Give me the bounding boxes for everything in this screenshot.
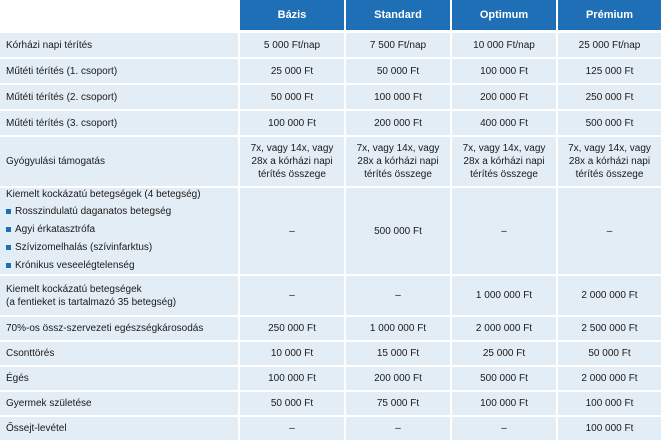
cell-value: 7x, vagy 14x, vagy 28x a kórházi napi térítés összege bbox=[238, 137, 344, 188]
table-row bbox=[0, 137, 661, 188]
cell-value: 50 000 Ft bbox=[344, 59, 450, 85]
cell-value: – bbox=[238, 188, 344, 276]
cell-value: – bbox=[450, 417, 556, 442]
cell-value: 100 000 Ft bbox=[556, 417, 661, 442]
cell-value: 100 000 Ft bbox=[344, 85, 450, 111]
cell-value: 75 000 Ft bbox=[344, 392, 450, 417]
list-item-label: Rosszindulatú daganatos betegség bbox=[15, 205, 172, 217]
table-row bbox=[0, 317, 661, 342]
row-label: Őssejt-levétel bbox=[0, 417, 238, 442]
row-label: Műtéti térítés (3. csoport) bbox=[0, 111, 238, 137]
cell-value: 5 000 Ft/nap bbox=[238, 33, 344, 59]
cell-value: 125 000 Ft bbox=[556, 59, 661, 85]
cell-value: 2 000 000 Ft bbox=[556, 367, 661, 392]
cell-value: – bbox=[344, 417, 450, 442]
row-label: Csonttörés bbox=[0, 342, 238, 367]
table-row bbox=[0, 33, 661, 59]
cell-value: 1 000 000 Ft bbox=[344, 317, 450, 342]
table-row bbox=[0, 59, 661, 85]
cell-value: 7x, vagy 14x, vagy 28x a kórházi napi térítés összege bbox=[556, 137, 661, 188]
table-row bbox=[0, 111, 661, 137]
cell-value: 200 000 Ft bbox=[450, 85, 556, 111]
list-item bbox=[6, 256, 234, 274]
row-label: Kiemelt kockázatú betegségek (4 betegség) bbox=[6, 189, 201, 200]
cell-value: 100 000 Ft bbox=[238, 367, 344, 392]
cell-value: 15 000 Ft bbox=[344, 342, 450, 367]
cell-value: 200 000 Ft bbox=[344, 367, 450, 392]
cell-value: – bbox=[450, 188, 556, 276]
row-label: Gyermek születése bbox=[0, 392, 238, 417]
square-bullet-icon bbox=[6, 209, 11, 214]
cell-value: 25 000 Ft/nap bbox=[556, 33, 661, 59]
table-row bbox=[0, 276, 661, 317]
cell-value: 10 000 Ft/nap bbox=[450, 33, 556, 59]
cell-value: 25 000 Ft bbox=[450, 342, 556, 367]
square-bullet-icon bbox=[6, 227, 11, 232]
table-row bbox=[0, 342, 661, 367]
square-bullet-icon bbox=[6, 245, 11, 250]
list-item-label: Szívizomelhalás (szívinfarktus) bbox=[15, 241, 153, 253]
cell-value: 100 000 Ft bbox=[450, 392, 556, 417]
row-label-with-bullets bbox=[0, 188, 238, 276]
cell-value: 500 000 Ft bbox=[344, 188, 450, 276]
cell-value: 100 000 Ft bbox=[238, 111, 344, 137]
header-corner bbox=[0, 0, 238, 33]
cell-value: 500 000 Ft bbox=[556, 111, 661, 137]
table-row bbox=[0, 85, 661, 111]
cell-value: 7x, vagy 14x, vagy 28x a kórházi napi térítés összege bbox=[450, 137, 556, 188]
row-label: Kiemelt kockázatú betegségek bbox=[6, 283, 142, 295]
cell-value: – bbox=[238, 276, 344, 317]
list-item bbox=[6, 202, 234, 220]
cell-value: 200 000 Ft bbox=[344, 111, 450, 137]
cell-value: 500 000 Ft bbox=[450, 367, 556, 392]
list-item-label: Krónikus veseelégtelenség bbox=[15, 259, 135, 271]
cell-value: 100 000 Ft bbox=[556, 392, 661, 417]
cell-value: – bbox=[556, 188, 661, 276]
row-label: Kórházi napi térítés bbox=[0, 33, 238, 59]
list-item bbox=[6, 220, 234, 238]
table-row bbox=[0, 392, 661, 417]
cell-value: – bbox=[238, 417, 344, 442]
row-label: Műtéti térítés (1. csoport) bbox=[0, 59, 238, 85]
table-row bbox=[0, 188, 661, 276]
row-label: Műtéti térítés (2. csoport) bbox=[0, 85, 238, 111]
cell-value: 2 000 000 Ft bbox=[450, 317, 556, 342]
column-header-bazis: Bázis bbox=[238, 0, 344, 33]
row-label: 70%-os össz-szervezeti egészségkárosodás bbox=[0, 317, 238, 342]
column-header-optimum: Optimum bbox=[450, 0, 556, 33]
disease-list bbox=[6, 202, 234, 274]
list-item bbox=[6, 238, 234, 256]
cell-value: 100 000 Ft bbox=[450, 59, 556, 85]
cell-value: 1 000 000 Ft bbox=[450, 276, 556, 317]
cell-value: 2 500 000 Ft bbox=[556, 317, 661, 342]
cell-value: 2 000 000 Ft bbox=[556, 276, 661, 317]
cell-value: 250 000 Ft bbox=[556, 85, 661, 111]
cell-value: 50 000 Ft bbox=[556, 342, 661, 367]
square-bullet-icon bbox=[6, 263, 11, 268]
table-row bbox=[0, 367, 661, 392]
column-header-standard: Standard bbox=[344, 0, 450, 33]
list-item-label: Agyi érkatasztrófa bbox=[15, 223, 96, 235]
column-header-premium: Prémium bbox=[556, 0, 661, 33]
cell-value: 250 000 Ft bbox=[238, 317, 344, 342]
cell-value: 10 000 Ft bbox=[238, 342, 344, 367]
row-label-two-line bbox=[0, 276, 238, 317]
cell-value: 50 000 Ft bbox=[238, 392, 344, 417]
cell-value: 7x, vagy 14x, vagy 28x a kórházi napi térítés összege bbox=[344, 137, 450, 188]
row-label: Gyógyulási támogatás bbox=[0, 137, 238, 188]
cell-value: – bbox=[344, 276, 450, 317]
row-label-note: (a fentieket is tartalmazó 35 betegség) bbox=[6, 296, 177, 308]
row-label: Égés bbox=[0, 367, 238, 392]
cell-value: 50 000 Ft bbox=[238, 85, 344, 111]
table-row bbox=[0, 417, 661, 442]
cell-value: 25 000 Ft bbox=[238, 59, 344, 85]
header-row bbox=[0, 0, 661, 33]
cell-value: 400 000 Ft bbox=[450, 111, 556, 137]
cell-value: 7 500 Ft/nap bbox=[344, 33, 450, 59]
